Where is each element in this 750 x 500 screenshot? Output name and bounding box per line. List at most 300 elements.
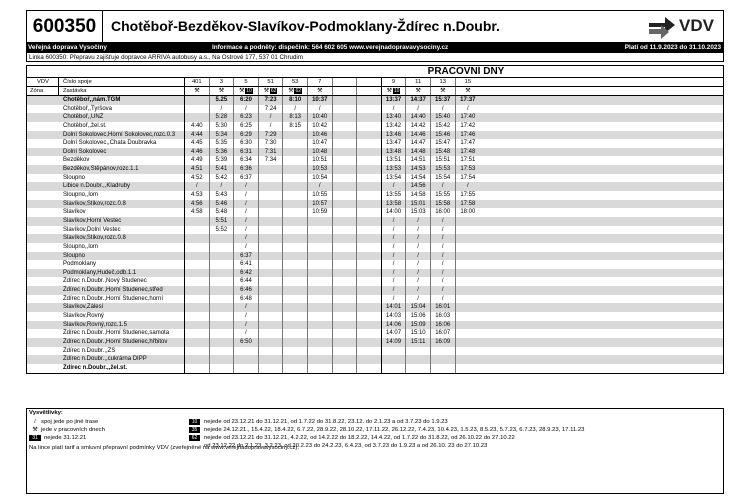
table-row	[27, 148, 723, 157]
departure-time: 6:31	[234, 148, 259, 157]
workday-icon: ⚒	[288, 88, 294, 94]
departure-time	[210, 234, 235, 243]
departure-time: 17:55	[460, 192, 476, 199]
departure-time: 10:40	[308, 113, 333, 122]
departure-time	[185, 312, 210, 321]
departure-time: 4:44	[185, 131, 210, 140]
col-stop-label: Zastávka	[63, 88, 87, 94]
departure-time	[210, 260, 235, 269]
departure-time	[308, 234, 333, 243]
departure-time: 17:48	[460, 148, 476, 155]
departure-time: /	[234, 329, 259, 338]
departure-time	[283, 260, 308, 269]
departure-time	[357, 364, 382, 373]
departure-time: /	[234, 208, 259, 217]
table-row	[27, 174, 723, 183]
departure-time	[185, 234, 210, 243]
departure-time	[259, 269, 284, 278]
note-badge: 62	[270, 88, 277, 94]
departure-time: 10:42	[308, 122, 333, 131]
departure-time: /	[382, 217, 407, 226]
departure-time	[259, 217, 284, 226]
departure-time	[357, 347, 382, 356]
departure-time	[357, 122, 382, 131]
departure-time: /	[406, 217, 431, 226]
departure-time	[283, 329, 308, 338]
stop-name: Ždírec n.Doubr.,,ZŠ	[27, 347, 185, 356]
departure-time	[308, 303, 333, 312]
departure-time: /	[431, 105, 456, 114]
departure-time	[210, 252, 235, 261]
departure-time: 14:48	[406, 148, 431, 157]
workday-symbol	[259, 87, 284, 95]
departure-time	[456, 277, 481, 286]
vdv-arrows-icon	[647, 13, 677, 41]
table-row	[27, 329, 723, 338]
departure-time	[210, 243, 235, 252]
departure-time	[259, 165, 284, 174]
departure-time	[210, 269, 235, 278]
departure-time: /	[382, 286, 407, 295]
departure-time: 10:55	[308, 191, 333, 200]
departure-time	[185, 260, 210, 269]
departure-time	[185, 105, 210, 114]
departure-time: /	[382, 269, 407, 278]
legend-text: jede v pracovních dnech	[41, 427, 105, 433]
departure-time: /	[382, 295, 407, 304]
departure-time	[357, 217, 382, 226]
departure-time	[308, 329, 333, 338]
departure-time: 5:30	[210, 122, 235, 131]
table-row	[27, 105, 723, 114]
departure-time: 8:13	[283, 113, 308, 122]
stop-name: Ždírec n.Doubr.,Nový Studenec	[27, 277, 185, 286]
departure-time: /	[406, 286, 431, 295]
departure-time	[333, 139, 358, 148]
departure-time: /	[234, 312, 259, 321]
departure-time	[185, 113, 210, 122]
departure-time: 6:29	[234, 131, 259, 140]
table-row	[27, 122, 723, 131]
vdv-cell: 13	[431, 78, 456, 86]
departure-time	[357, 303, 382, 312]
departure-time: /	[431, 260, 456, 269]
departure-time: 14:07	[382, 329, 407, 338]
departure-time	[357, 286, 382, 295]
departure-time	[406, 364, 431, 373]
table-row	[27, 364, 723, 373]
departure-time: 8:15	[283, 122, 308, 131]
departure-time: 14:46	[406, 131, 431, 140]
info-bar	[26, 42, 724, 53]
departure-time: 14:47	[406, 139, 431, 148]
departure-time	[283, 295, 308, 304]
departure-time: /	[466, 105, 469, 112]
departure-time	[283, 347, 308, 356]
departure-time	[357, 234, 382, 243]
note-badge: 62	[295, 88, 302, 94]
stop-name: Slavíkov,Zálesí	[27, 303, 185, 312]
departure-time	[357, 277, 382, 286]
stop-name: Slavíkov,Štikov,rozc.0.8	[27, 200, 185, 209]
departure-time: /	[234, 321, 259, 330]
workday-icon: ⚒	[194, 88, 200, 94]
departure-time	[210, 286, 235, 295]
departure-time: /	[431, 182, 456, 191]
departure-time	[357, 105, 382, 114]
departure-time: 10:47	[308, 139, 333, 148]
workday-symbol	[283, 87, 308, 95]
departure-time	[333, 208, 358, 217]
stop-name: Chotěboř,,UNZ	[27, 113, 185, 122]
departure-time: 6:20	[234, 96, 259, 105]
departure-time	[259, 234, 284, 243]
departure-time	[456, 312, 481, 321]
departure-time	[210, 355, 235, 364]
departure-time	[283, 243, 308, 252]
departure-time	[308, 312, 333, 321]
workday-symbol	[406, 87, 431, 95]
workday-icon: ⚒	[317, 88, 323, 94]
table-row	[27, 208, 723, 217]
departure-time: 14:01	[382, 303, 407, 312]
legend-item	[29, 418, 98, 426]
departure-time: 5.25	[210, 96, 235, 105]
legend-key: /	[34, 419, 36, 425]
departure-time: 6:46	[234, 286, 259, 295]
stop-name: Chotěboř,,nám.TGM	[27, 96, 185, 105]
departure-time: 15:04	[406, 303, 431, 312]
departure-time	[259, 295, 284, 304]
departure-time: 17:40	[460, 114, 476, 121]
departure-time	[308, 355, 333, 364]
workday-icon: ⚒	[465, 88, 471, 94]
departure-time: 6:42	[234, 269, 259, 278]
departure-time: /	[406, 226, 431, 235]
workday-icon: ⚒	[218, 88, 224, 94]
departure-time	[259, 277, 284, 286]
departure-time: 5:42	[210, 174, 235, 183]
departure-time: 10:53	[308, 165, 333, 174]
table-row	[27, 139, 723, 148]
note-key: 35	[189, 427, 200, 433]
departure-time	[308, 364, 333, 373]
departure-time	[185, 243, 210, 252]
departure-time: 5:36	[210, 148, 235, 157]
departure-time: 13:46	[382, 131, 407, 140]
stop-name: Slavíkov,Horní Vestec	[27, 217, 185, 226]
stop-name: Bezděkov	[27, 156, 185, 165]
departure-time: /	[431, 226, 456, 235]
timetable	[26, 65, 724, 374]
info-contact[interactable]: Informace a podněty: dispečink: 564 602 605 www.verejnadopravavysociny.cz	[212, 44, 449, 51]
legend-text: nejede 31.12.21	[44, 435, 87, 441]
departure-time	[259, 243, 284, 252]
departure-time	[283, 234, 308, 243]
departure-time	[185, 295, 210, 304]
route-title: Chotěboř-Bezděkov-Slavíkov-Podmoklany-Ždírec n.Doubr.	[111, 18, 500, 34]
departure-time	[333, 165, 358, 174]
departure-time	[259, 364, 284, 373]
departure-time	[333, 269, 358, 278]
departure-time: 15:55	[431, 191, 456, 200]
departure-time: /	[431, 295, 456, 304]
departure-time	[210, 312, 235, 321]
departure-time	[456, 286, 481, 295]
departure-time: 7:30	[259, 139, 284, 148]
departure-time: /	[259, 122, 284, 131]
departure-time: /	[382, 105, 407, 114]
workday-symbol	[234, 87, 259, 95]
departure-time	[210, 364, 235, 373]
table-row	[27, 226, 723, 235]
departure-time	[185, 338, 210, 347]
departure-time	[357, 269, 382, 278]
departure-time	[283, 269, 308, 278]
departure-time	[283, 139, 308, 148]
departure-time: 14:58	[406, 191, 431, 200]
legend-note	[189, 434, 515, 442]
departure-time: 10:51	[308, 156, 333, 165]
departure-time: 6:41	[234, 260, 259, 269]
departure-time	[357, 191, 382, 200]
departure-time: 15:47	[431, 139, 456, 148]
note-text: od 23.12.22 do 2.1.23, 3.2.23, od 20.2.23 do 24.2.23, 6.4.23, od 3.7.23 do 1.9.23 a od 26.10. 23 do 27.10.23	[204, 443, 488, 449]
table-row	[27, 295, 723, 304]
departure-time: 5:41	[210, 165, 235, 174]
departure-time: 13:55	[382, 191, 407, 200]
departure-time	[456, 243, 481, 252]
legend-title: Vysvětlivky:	[29, 410, 63, 416]
departure-time	[333, 113, 358, 122]
legend-text: spoj jede po jiné trase	[41, 419, 99, 425]
table-row	[27, 252, 723, 261]
departure-time	[333, 338, 358, 347]
stop-name: Dolní Sokolovec	[27, 148, 185, 157]
vdv-cell	[333, 78, 358, 86]
departure-time	[283, 217, 308, 226]
departure-time	[357, 355, 382, 364]
departure-time: /	[431, 234, 456, 243]
departure-time: 14:40	[406, 113, 431, 122]
departure-time: 16:07	[431, 329, 456, 338]
departure-time	[308, 338, 333, 347]
departure-time: /	[234, 243, 259, 252]
departure-time	[333, 312, 358, 321]
departure-time	[210, 347, 235, 356]
departure-time: /	[234, 200, 259, 209]
departure-time: 5:34	[210, 131, 235, 140]
departure-time	[185, 321, 210, 330]
departure-time	[283, 226, 308, 235]
departure-time	[357, 139, 382, 148]
departure-time: 6:25	[234, 122, 259, 131]
table-row	[27, 303, 723, 312]
departure-time	[283, 252, 308, 261]
departure-time	[456, 329, 481, 338]
departure-time: 10:46	[308, 131, 333, 140]
table-row	[27, 200, 723, 209]
departure-time	[308, 277, 333, 286]
departure-time	[308, 295, 333, 304]
departure-time: /	[466, 183, 469, 190]
departure-time	[283, 303, 308, 312]
departure-time: /	[382, 260, 407, 269]
departure-time	[185, 277, 210, 286]
stop-name: Ždírec n.Doubr.,,cukrárna DIPP	[27, 355, 185, 364]
stop-name: Bezděkov,Štěpánov,rozc.1.1	[27, 165, 185, 174]
departure-time: 15:48	[431, 148, 456, 157]
workday-icon: ⚒	[386, 88, 392, 94]
departure-time	[283, 165, 308, 174]
col-spoj-label: Číslo spoje	[63, 79, 92, 85]
stop-name: Slavíkov,Rovný,rozc.1.5	[27, 321, 185, 330]
table-row	[27, 347, 723, 356]
departure-time: 6:23	[234, 113, 259, 122]
departure-time	[357, 131, 382, 140]
departure-time: /	[234, 182, 259, 191]
departure-time: 16:03	[431, 312, 456, 321]
departure-time	[333, 355, 358, 364]
stop-name: Slavíkov,Štikov,rozc.0.8	[27, 234, 185, 243]
header-row-zone	[27, 87, 723, 96]
note-key: 62	[189, 435, 200, 441]
departure-time: 7:34	[259, 156, 284, 165]
departure-time: 6:36	[234, 165, 259, 174]
departure-time: /	[406, 295, 431, 304]
departure-time	[357, 208, 382, 217]
table-row	[27, 338, 723, 347]
departure-time: 14:51	[406, 156, 431, 165]
note-text: nejede 24.12.21., 15.4.22, 18.4.22, 6.7.22, 28.9.22, 28.10.22, 17.11.22, 26.12.22, 7.4.23, 10.4.23, 1.5.23, 8.5.23, 5.7.23, 6.7.23, 28.9.23, 17.11.23	[204, 427, 585, 433]
departure-time	[283, 338, 308, 347]
departure-time	[333, 347, 358, 356]
stop-name: Sloupno,,lom	[27, 191, 185, 200]
note-key: 10	[189, 419, 200, 425]
table-row	[27, 234, 723, 243]
table-row	[27, 269, 723, 278]
note-badge: 10	[393, 88, 400, 94]
timetable-title: PRACOVNÍ DNY	[27, 66, 723, 78]
stop-name: Ždírec n.Doubr.,,žel.st.	[27, 364, 185, 373]
departure-time: 6:37	[234, 174, 259, 183]
legend	[26, 408, 724, 494]
departure-time: 14:42	[406, 122, 431, 131]
departure-time	[333, 131, 358, 140]
departure-time	[357, 156, 382, 165]
departure-time: /	[382, 277, 407, 286]
departure-time: /	[234, 303, 259, 312]
departure-time	[456, 269, 481, 278]
departure-time: 15:51	[431, 156, 456, 165]
departure-time: 6:34	[234, 156, 259, 165]
departure-time	[333, 148, 358, 157]
departure-time: 18:00	[460, 209, 476, 216]
workday-symbol	[456, 87, 481, 95]
departure-time	[382, 364, 407, 373]
departure-time: /	[431, 217, 456, 226]
departure-time	[456, 347, 481, 356]
departure-time	[333, 329, 358, 338]
departure-time: 10:48	[308, 148, 333, 157]
departure-time	[456, 226, 481, 235]
departure-time: /	[283, 105, 308, 114]
legend-note	[189, 418, 448, 426]
departure-time: 13:53	[382, 165, 407, 174]
departure-time	[406, 355, 431, 364]
departure-time	[259, 174, 284, 183]
table-row	[27, 277, 723, 286]
vdv-cell: 7	[308, 78, 333, 86]
departure-time: 17:42	[460, 122, 476, 129]
departure-time: 7:24	[259, 105, 284, 114]
departure-time	[357, 96, 382, 105]
table-row	[27, 355, 723, 364]
header-row-vdv	[27, 78, 723, 87]
departure-time: 17:53	[460, 166, 476, 173]
departure-time: /	[234, 234, 259, 243]
departure-time	[308, 252, 333, 261]
departure-time	[185, 329, 210, 338]
stop-name: Dolní Sokolovec,,Chata Doubravka	[27, 139, 185, 148]
departure-time: 16:01	[431, 303, 456, 312]
workday-symbol	[308, 87, 333, 95]
departure-time	[456, 364, 481, 373]
table-row	[27, 131, 723, 140]
departure-time: /	[406, 260, 431, 269]
departure-time: 15:11	[406, 338, 431, 347]
departure-time: 13:40	[382, 113, 407, 122]
departure-time	[333, 260, 358, 269]
table-row	[27, 312, 723, 321]
departure-time: 15:58	[431, 200, 456, 209]
departure-time	[333, 364, 358, 373]
departure-time: 14:54	[406, 174, 431, 183]
departure-time: /	[308, 182, 333, 191]
departure-time	[333, 174, 358, 183]
table-row	[27, 165, 723, 174]
table-row	[27, 156, 723, 165]
departure-time: 16:09	[431, 338, 456, 347]
departure-time	[456, 355, 481, 364]
departure-time	[259, 182, 284, 191]
departure-time	[210, 338, 235, 347]
departure-time: 10:57	[308, 200, 333, 209]
vdv-cell: 15	[464, 79, 472, 85]
legend-note	[189, 426, 584, 434]
departure-time: 4:56	[185, 200, 210, 209]
departure-time	[333, 226, 358, 235]
departure-time: /	[382, 252, 407, 261]
departure-time	[259, 191, 284, 200]
header	[26, 10, 724, 42]
departure-time: /	[406, 234, 431, 243]
departure-time	[308, 269, 333, 278]
table-row	[27, 286, 723, 295]
departure-time	[382, 347, 407, 356]
departure-time	[234, 364, 259, 373]
departure-time: 15:53	[431, 165, 456, 174]
departure-time	[259, 312, 284, 321]
departure-time: 4:53	[185, 191, 210, 200]
stop-name: Podmoklany,Hudeč,odb.1.1	[27, 269, 185, 278]
departure-time: /	[431, 277, 456, 286]
departure-time	[259, 200, 284, 209]
departure-time: /	[234, 105, 259, 114]
vdv-cell: 5	[234, 78, 259, 86]
departure-time	[210, 295, 235, 304]
table-row	[27, 182, 723, 191]
